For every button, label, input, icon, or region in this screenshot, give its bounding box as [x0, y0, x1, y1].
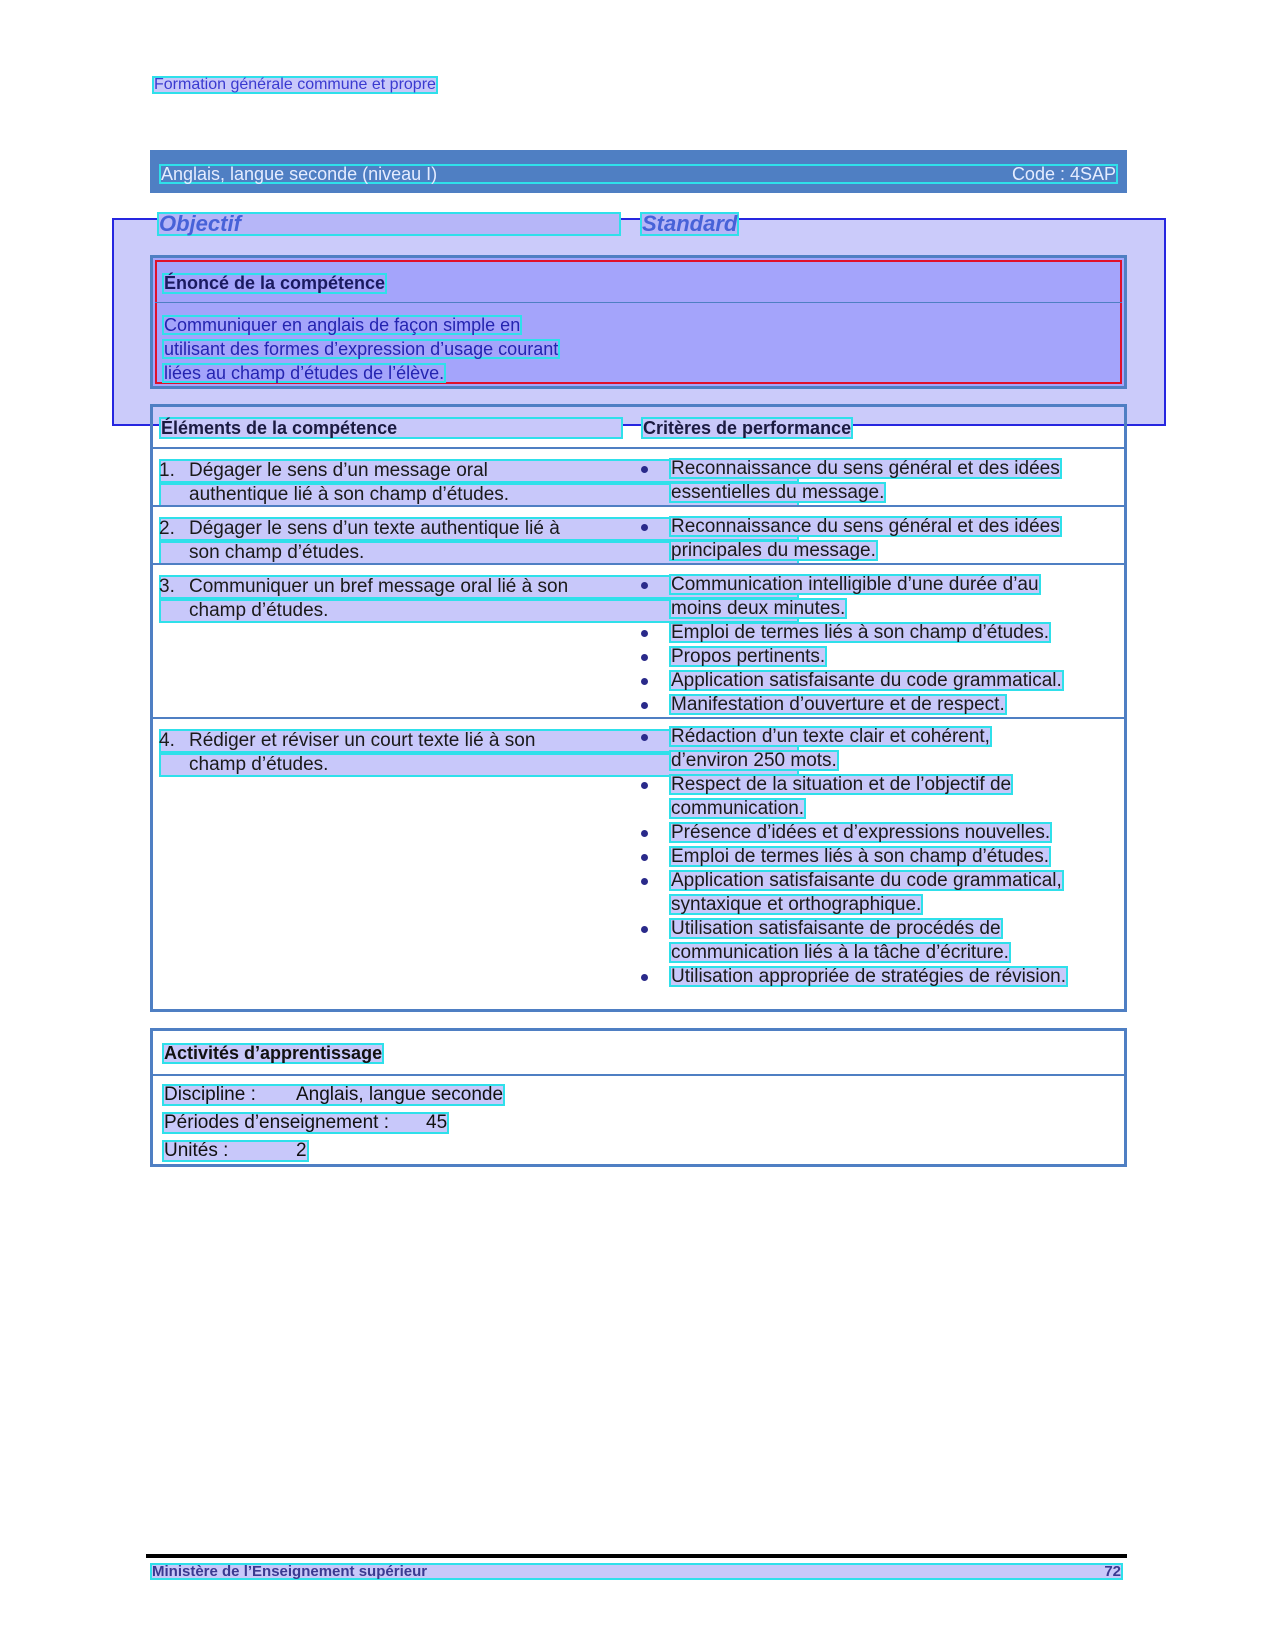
enonce-heading: Énoncé de la compétence: [164, 273, 386, 293]
row-divider: [153, 505, 1124, 507]
enonce-text: [162, 313, 612, 385]
criterion-item: Application satisfaisante du code grammatical.: [639, 669, 1064, 693]
element-text: Dégager le sens d’un texte authentique lié à: [189, 518, 560, 539]
footer-ministry: Ministère de l’Enseignement supérieur: [152, 1563, 428, 1580]
activities-divider: [153, 1074, 1124, 1076]
criterion-item: Respect de la situation et de l’objectif de communication.: [639, 773, 1068, 821]
discipline-value: Anglais, langue seconde: [296, 1084, 504, 1105]
elements-table: [150, 404, 1127, 1012]
col-header-criteria: Critères de performance: [643, 418, 852, 438]
bullet-icon: [641, 734, 648, 741]
criterion-item: Présence d’idées et d’expressions nouvelles.: [639, 821, 1068, 845]
element-text: Dégager le sens d’un message oral: [189, 460, 488, 481]
page-number: 72: [1104, 1563, 1121, 1580]
criteria-list-2: [639, 515, 1062, 563]
running-header: Formation générale commune et propre: [154, 76, 436, 93]
enonce-box: [150, 255, 1127, 389]
element-text: Communiquer un bref message oral lié à son: [189, 576, 569, 597]
enonce-line: liées au champ d’études de l’élève.: [164, 363, 445, 383]
col-header-elements: Éléments de la compétence: [159, 417, 623, 439]
criterion-item: Manifestation d’ouverture et de respect.: [639, 693, 1064, 717]
periodes-label: Périodes d’enseignement :: [164, 1112, 389, 1133]
periodes-line: [162, 1112, 449, 1134]
course-code: Code : 4SAP: [1011, 163, 1116, 184]
page-footer: [150, 1563, 1123, 1580]
standard-label: Standard: [642, 211, 738, 236]
element-number: 3.: [159, 576, 175, 597]
bullet-icon: [641, 524, 648, 531]
course-title: Anglais, langue seconde (niveau I): [161, 163, 438, 184]
element-text: authentique lié à son champ d’études.: [159, 483, 799, 507]
bullet-icon: [641, 702, 648, 709]
discipline-line: [162, 1084, 505, 1106]
unites-line: [162, 1140, 309, 1162]
row-divider: [153, 717, 1124, 719]
element-number: 2.: [159, 518, 175, 539]
course-title-bar: [150, 150, 1127, 193]
bullet-icon: [641, 878, 648, 885]
bullet-icon: [641, 582, 648, 589]
criterion-item: Application satisfaisante du code grammatical, syntaxique et orthographique.: [639, 869, 1068, 917]
bullet-icon: [641, 678, 648, 685]
enonce-divider: [155, 302, 1122, 303]
criteria-list-4: [639, 725, 1068, 989]
criterion-item: Emploi de termes liés à son champ d’études.: [639, 621, 1064, 645]
element-text: champ d’études.: [159, 753, 799, 777]
periodes-value: 45: [426, 1112, 448, 1133]
element-number: 4.: [159, 730, 175, 751]
criterion-item: Propos pertinents.: [639, 645, 1064, 669]
bullet-icon: [641, 466, 648, 473]
criterion-item: Emploi de termes liés à son champ d’études.: [639, 845, 1068, 869]
row-divider: [153, 563, 1124, 565]
bullet-icon: [641, 630, 648, 637]
unites-value: 2: [296, 1140, 307, 1161]
criterion-item: Communication intelligible d’une durée d’au moins deux minutes.: [639, 573, 1064, 621]
element-number: 1.: [159, 460, 175, 481]
element-text: champ d’études.: [159, 599, 799, 623]
enonce-line: utilisant des formes d’expression d’usage courant: [164, 339, 559, 359]
activities-box: [150, 1028, 1127, 1167]
unites-label: Unités :: [164, 1140, 229, 1161]
criterion-item: Rédaction d’un texte clair et cohérent, d’environ 250 mots.: [639, 725, 1068, 773]
element-text: Rédiger et réviser un court texte lié à son: [189, 730, 536, 751]
objectif-label: Objectif: [157, 212, 621, 236]
criterion-item: Utilisation appropriée de stratégies de révision.: [639, 965, 1068, 989]
bullet-icon: [641, 830, 648, 837]
discipline-label: Discipline :: [164, 1084, 256, 1105]
footer-rule: [146, 1554, 1127, 1558]
bullet-icon: [641, 926, 648, 933]
enonce-line: Communiquer en anglais de façon simple en: [164, 315, 521, 335]
element-text: son champ d’études.: [159, 541, 799, 565]
activities-heading: Activités d’apprentissage: [164, 1043, 383, 1063]
row-divider: [153, 447, 1124, 449]
criterion-item: Reconnaissance du sens général et des idées essentielles du message.: [639, 457, 1062, 505]
bullet-icon: [641, 654, 648, 661]
criteria-list-1: [639, 457, 1062, 505]
bullet-icon: [641, 974, 648, 981]
bullet-icon: [641, 854, 648, 861]
bullet-icon: [641, 782, 648, 789]
criteria-list-3: [639, 573, 1064, 717]
criterion-item: Utilisation satisfaisante de procédés de communication liés à la tâche d’écriture.: [639, 917, 1068, 965]
criterion-item: Reconnaissance du sens général et des idées principales du message.: [639, 515, 1062, 563]
